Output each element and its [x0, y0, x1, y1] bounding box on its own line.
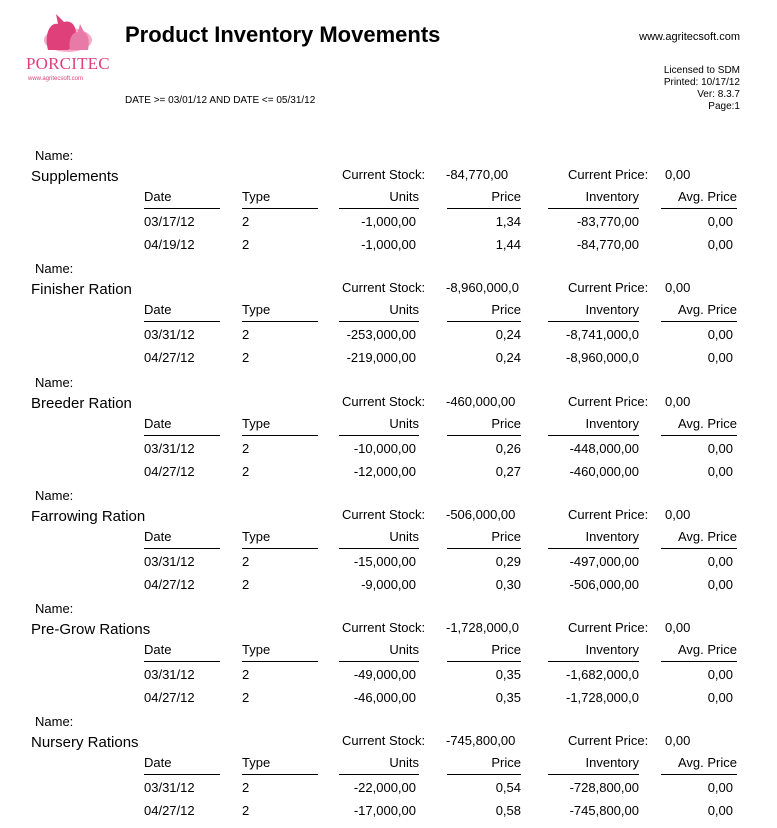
current-stock-value: -8,960,000,0: [446, 280, 520, 295]
current-price-value: 0,00: [665, 733, 691, 748]
cell-inventory: -497,000,00: [569, 554, 639, 569]
pig-logo-icon: [34, 12, 96, 54]
name-label: Name:: [35, 261, 74, 276]
column-header-inventory: Inventory: [548, 416, 639, 436]
cell-units: -1,000,00: [361, 237, 416, 252]
current-stock-value: -506,000,00: [446, 507, 516, 522]
cell-avg-price: 0,00: [707, 667, 733, 682]
cell-avg-price: 0,00: [707, 690, 733, 705]
column-header-avg-price: Avg. Price: [661, 302, 737, 322]
column-header-avg-price: Avg. Price: [661, 416, 737, 436]
cell-inventory: -8,741,000,0: [565, 327, 639, 342]
cell-type: 2: [242, 327, 250, 342]
column-header-units: Units: [339, 302, 419, 322]
cell-inventory: -506,000,00: [569, 577, 639, 592]
column-header-price: Price: [447, 189, 521, 209]
product-section: [0, 375, 777, 489]
column-header-type: Type: [242, 189, 318, 209]
current-price-value: 0,00: [665, 620, 691, 635]
name-label: Name:: [35, 375, 74, 390]
table-row: [0, 803, 777, 823]
cell-inventory: -83,770,00: [576, 214, 639, 229]
cell-date: 03/17/12: [144, 214, 195, 229]
current-price-value: 0,00: [665, 280, 691, 295]
report-title: Product Inventory Movements: [125, 22, 441, 47]
table-row: [0, 237, 777, 257]
name-label: Name:: [35, 148, 74, 163]
column-header-date: Date: [144, 755, 220, 775]
cell-inventory: -728,800,00: [569, 780, 639, 795]
cell-price: 0,24: [495, 350, 521, 365]
column-header-inventory: Inventory: [548, 529, 639, 549]
current-stock-label: Current Stock:: [342, 507, 426, 522]
cell-avg-price: 0,00: [707, 214, 733, 229]
version: Ver: 8.3.7: [697, 89, 740, 100]
cell-type: 2: [242, 780, 250, 795]
column-header-price: Price: [447, 642, 521, 662]
current-stock-label: Current Stock:: [342, 733, 426, 748]
table-row: [0, 441, 777, 461]
cell-inventory: -1,682,000,0: [565, 667, 639, 682]
logo-url: www.agritecsoft.com: [28, 76, 84, 82]
current-price-value: 0,00: [665, 167, 691, 182]
current-stock-label: Current Stock:: [342, 280, 426, 295]
licensed-to: Licensed to SDM: [663, 65, 740, 76]
column-header-date: Date: [144, 416, 220, 436]
cell-date: 04/27/12: [144, 350, 195, 365]
column-header-avg-price: Avg. Price: [661, 642, 737, 662]
cell-inventory: -84,770,00: [576, 237, 639, 252]
table-row: [0, 464, 777, 484]
column-header-type: Type: [242, 302, 318, 322]
current-stock-label: Current Stock:: [342, 167, 426, 182]
cell-avg-price: 0,00: [707, 780, 733, 795]
cell-avg-price: 0,00: [707, 554, 733, 569]
column-header-avg-price: Avg. Price: [661, 189, 737, 209]
current-stock-value: -745,800,00: [446, 733, 516, 748]
product-name: Farrowing Ration: [31, 508, 146, 525]
column-header-price: Price: [447, 755, 521, 775]
cell-type: 2: [242, 667, 250, 682]
cell-date: 03/31/12: [144, 441, 195, 456]
cell-date: 03/31/12: [144, 667, 195, 682]
table-row: [0, 577, 777, 597]
column-header-type: Type: [242, 642, 318, 662]
current-stock-value: -84,770,00: [446, 167, 509, 182]
current-stock-label: Current Stock:: [342, 620, 426, 635]
cell-units: -253,000,00: [346, 327, 416, 342]
column-header-date: Date: [144, 642, 220, 662]
column-header-inventory: Inventory: [548, 642, 639, 662]
column-header-inventory: Inventory: [548, 755, 639, 775]
product-name: Supplements: [31, 168, 119, 185]
cell-price: 0,29: [495, 554, 521, 569]
product-name: Finisher Ration: [31, 281, 132, 298]
product-section: [0, 488, 777, 602]
column-header-units: Units: [339, 529, 419, 549]
column-header-avg-price: Avg. Price: [661, 529, 737, 549]
cell-price: 0,26: [495, 441, 521, 456]
current-price-value: 0,00: [665, 394, 691, 409]
table-row: [0, 667, 777, 687]
cell-units: -15,000,00: [353, 554, 416, 569]
column-header-type: Type: [242, 529, 318, 549]
current-price-label: Current Price:: [568, 167, 649, 182]
cell-date: 04/27/12: [144, 464, 195, 479]
cell-price: 0,24: [495, 327, 521, 342]
cell-avg-price: 0,00: [707, 464, 733, 479]
column-header-type: Type: [242, 755, 318, 775]
report-meta: [664, 65, 740, 113]
cell-type: 2: [242, 577, 250, 592]
cell-units: -9,000,00: [361, 577, 416, 592]
cell-price: 0,54: [495, 780, 521, 795]
current-price-label: Current Price:: [568, 620, 649, 635]
table-row: [0, 350, 777, 370]
table-row: [0, 690, 777, 710]
cell-units: -22,000,00: [353, 780, 416, 795]
column-header-units: Units: [339, 416, 419, 436]
cell-type: 2: [242, 350, 250, 365]
cell-date: 04/27/12: [144, 577, 195, 592]
column-header-price: Price: [447, 302, 521, 322]
cell-price: 0,30: [495, 577, 521, 592]
website: www.agritecsoft.com: [639, 31, 740, 43]
cell-units: -10,000,00: [353, 441, 416, 456]
column-header-avg-price: Avg. Price: [661, 755, 737, 775]
product-section: [0, 714, 777, 828]
current-price-label: Current Price:: [568, 733, 649, 748]
cell-inventory: -8,960,000,0: [565, 350, 639, 365]
column-header-price: Price: [447, 529, 521, 549]
cell-date: 04/27/12: [144, 803, 195, 818]
cell-price: 0,35: [495, 667, 521, 682]
cell-price: 0,35: [495, 690, 521, 705]
date-filter: DATE >= 03/01/12 AND DATE <= 05/31/12: [125, 95, 316, 106]
name-label: Name:: [35, 601, 74, 616]
cell-avg-price: 0,00: [707, 577, 733, 592]
current-price-value: 0,00: [665, 507, 691, 522]
table-row: [0, 780, 777, 800]
column-header-units: Units: [339, 189, 419, 209]
product-section: [0, 261, 777, 375]
column-header-units: Units: [339, 642, 419, 662]
cell-avg-price: 0,00: [707, 441, 733, 456]
table-row: [0, 327, 777, 347]
company-logo: [24, 12, 108, 92]
cell-units: -1,000,00: [361, 214, 416, 229]
cell-avg-price: 0,00: [707, 237, 733, 252]
cell-inventory: -448,000,00: [569, 441, 639, 456]
logo-name: PORCITEC: [26, 54, 110, 73]
cell-type: 2: [242, 554, 250, 569]
cell-type: 2: [242, 803, 250, 818]
cell-price: 1,34: [495, 214, 521, 229]
printed-date: Printed: 10/17/12: [663, 77, 740, 88]
product-name: Pre-Grow Rations: [31, 621, 151, 638]
product-section: [0, 601, 777, 715]
current-price-label: Current Price:: [568, 394, 649, 409]
cell-type: 2: [242, 441, 250, 456]
column-header-type: Type: [242, 416, 318, 436]
cell-date: 03/31/12: [144, 327, 195, 342]
cell-units: -49,000,00: [353, 667, 416, 682]
product-section: [0, 148, 777, 262]
table-row: [0, 214, 777, 234]
current-price-label: Current Price:: [568, 280, 649, 295]
cell-inventory: -745,800,00: [569, 803, 639, 818]
cell-avg-price: 0,00: [707, 350, 733, 365]
column-header-price: Price: [447, 416, 521, 436]
cell-price: 0,58: [495, 803, 521, 818]
cell-price: 0,27: [495, 464, 521, 479]
cell-type: 2: [242, 690, 250, 705]
cell-date: 04/19/12: [144, 237, 195, 252]
cell-type: 2: [242, 214, 250, 229]
cell-inventory: -1,728,000,0: [565, 690, 639, 705]
current-price-label: Current Price:: [568, 507, 649, 522]
current-stock-value: -460,000,00: [446, 394, 516, 409]
name-label: Name:: [35, 488, 74, 503]
cell-units: -219,000,00: [346, 350, 416, 365]
table-row: [0, 554, 777, 574]
cell-avg-price: 0,00: [707, 327, 733, 342]
cell-inventory: -460,000,00: [569, 464, 639, 479]
column-header-date: Date: [144, 189, 220, 209]
column-header-units: Units: [339, 755, 419, 775]
column-header-inventory: Inventory: [548, 302, 639, 322]
current-stock-label: Current Stock:: [342, 394, 426, 409]
cell-price: 1,44: [495, 237, 521, 252]
current-stock-value: -1,728,000,0: [446, 620, 520, 635]
page-number: Page:1: [708, 101, 740, 112]
column-header-date: Date: [144, 529, 220, 549]
cell-type: 2: [242, 464, 250, 479]
cell-date: 03/31/12: [144, 780, 195, 795]
cell-date: 04/27/12: [144, 690, 195, 705]
cell-type: 2: [242, 237, 250, 252]
cell-date: 03/31/12: [144, 554, 195, 569]
name-label: Name:: [35, 714, 74, 729]
product-name: Breeder Ration: [31, 395, 132, 412]
column-header-date: Date: [144, 302, 220, 322]
cell-avg-price: 0,00: [707, 803, 733, 818]
product-name: Nursery Rations: [31, 734, 139, 751]
cell-units: -12,000,00: [353, 464, 416, 479]
cell-units: -17,000,00: [353, 803, 416, 818]
column-header-inventory: Inventory: [548, 189, 639, 209]
cell-units: -46,000,00: [353, 690, 416, 705]
